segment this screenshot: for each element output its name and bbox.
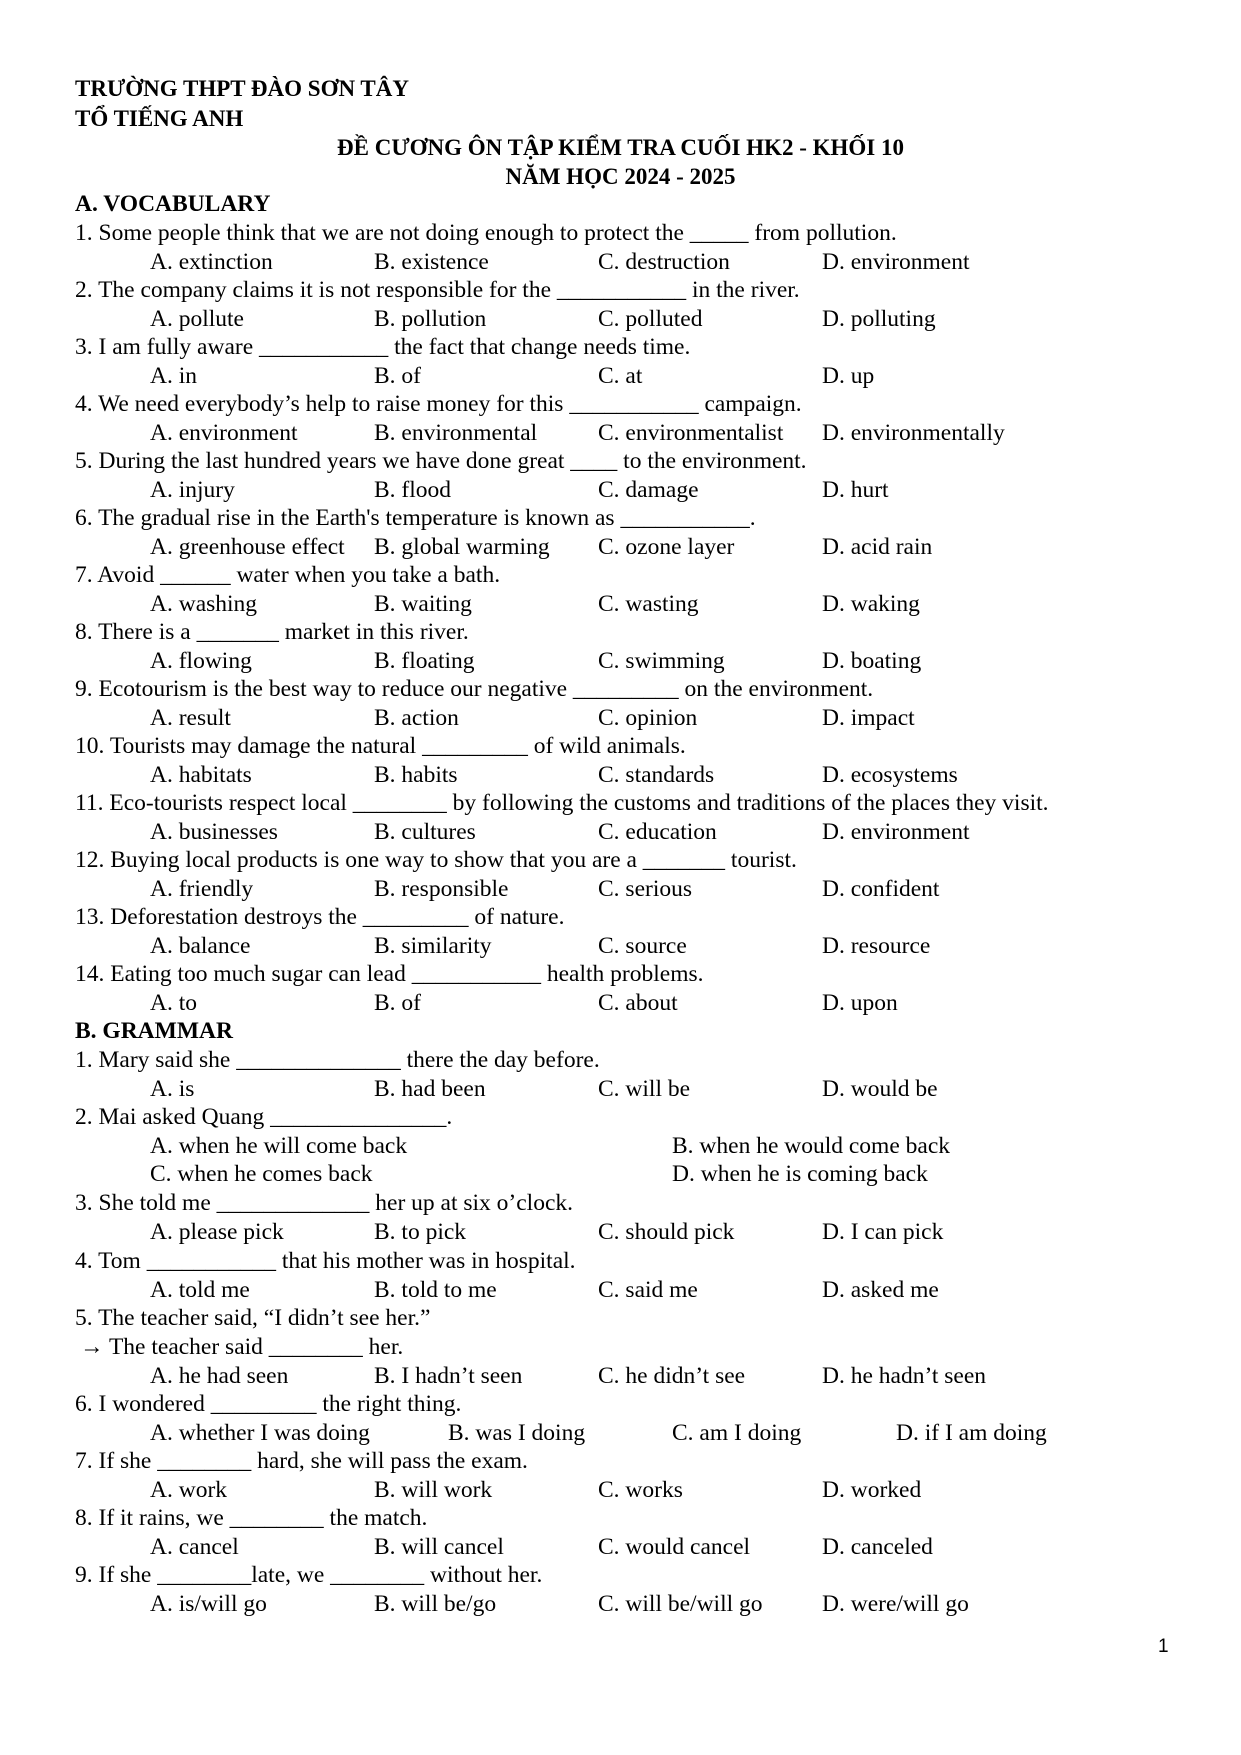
option-b: B. will cancel <box>374 1534 504 1560</box>
question-text: 7. Avoid ______ water when you take a bath. <box>75 562 501 588</box>
option-a: A. businesses <box>150 819 278 845</box>
question-text: 14. Eating too much sugar can lead ___________ health problems. <box>75 961 704 987</box>
option-a: A. balance <box>150 933 251 959</box>
option-b: B. I hadn’t seen <box>374 1363 523 1389</box>
option-b: B. will be/go <box>374 1591 497 1617</box>
option-b: B. waiting <box>374 591 472 617</box>
option-b: B. existence <box>374 249 489 275</box>
option-d: D. upon <box>822 990 898 1016</box>
option-c: C. will be <box>598 1076 691 1102</box>
option-c: C. about <box>598 990 678 1016</box>
question-text: 8. There is a _______ market in this river. <box>75 619 469 645</box>
option-a: A. habitats <box>150 762 252 788</box>
question-text: 10. Tourists may damage the natural _________ of wild animals. <box>75 733 686 759</box>
option-c: C. would cancel <box>598 1534 751 1560</box>
question-text: 3. I am fully aware ___________ the fact that change needs time. <box>75 334 691 360</box>
option-c: C. should pick <box>598 1219 735 1245</box>
question-text: 2. The company claims it is not responsible for the ___________ in the river. <box>75 277 800 303</box>
section-heading-vocabulary: A. VOCABULARY <box>75 191 271 217</box>
option-d: D. hurt <box>822 477 889 503</box>
option-d: D. ecosystems <box>822 762 958 788</box>
option-a: A. please pick <box>150 1219 284 1245</box>
option-d: D. environment <box>822 819 970 845</box>
question-text: 9. If she ________late, we ________ without her. <box>75 1562 543 1588</box>
option-a: A. friendly <box>150 876 254 902</box>
option-c: C. ozone layer <box>598 534 735 560</box>
option-b: B. global warming <box>374 534 550 560</box>
option-c: C. polluted <box>598 306 703 332</box>
option-c: C. swimming <box>598 648 725 674</box>
option-c: C. damage <box>598 477 699 503</box>
option-d: D. were/will go <box>822 1591 969 1617</box>
option-d: D. would be <box>822 1076 938 1102</box>
question-text: 13. Deforestation destroys the _________ of nature. <box>75 904 565 930</box>
option-c: C. wasting <box>598 591 699 617</box>
question-rewrite-line: → The teacher said ________ her. <box>80 1334 404 1360</box>
question-text: 6. I wondered _________ the right thing. <box>75 1391 462 1417</box>
option-c: C. destruction <box>598 249 730 275</box>
option-a: A. environment <box>150 420 298 446</box>
question-text: 12. Buying local products is one way to show that you are a _______ tourist. <box>75 847 797 873</box>
option-d: D. when he is coming back <box>672 1161 928 1187</box>
option-c: C. said me <box>598 1277 698 1303</box>
option-b: B. environmental <box>374 420 538 446</box>
option-a: A. greenhouse effect <box>150 534 345 560</box>
option-a: A. cancel <box>150 1534 239 1560</box>
option-a: A. result <box>150 705 231 731</box>
option-d: D. resource <box>822 933 931 959</box>
option-a: A. extinction <box>150 249 273 275</box>
question-text: 5. The teacher said, “I didn’t see her.” <box>75 1305 431 1331</box>
option-b: B. cultures <box>374 819 476 845</box>
option-a: A. work <box>150 1477 228 1503</box>
school-name: TRƯỜNG THPT ĐÀO SƠN TÂY <box>75 76 409 101</box>
option-d: D. up <box>822 363 875 389</box>
option-b: B. was I doing <box>448 1420 586 1446</box>
option-b: B. pollution <box>374 306 487 332</box>
document-title: ĐỀ CƯƠNG ÔN TẬP KIỂM TRA CUỐI HK2 - KHỐI 10 <box>337 135 904 160</box>
option-a: A. is/will go <box>150 1591 267 1617</box>
option-b: B. had been <box>374 1076 486 1102</box>
option-c: C. works <box>598 1477 683 1503</box>
question-text: 5. During the last hundred years we have done great ____ to the environment. <box>75 448 807 474</box>
option-a: A. injury <box>150 477 235 503</box>
option-d: D. canceled <box>822 1534 933 1560</box>
option-d: D. environment <box>822 249 970 275</box>
option-d: D. environmentally <box>822 420 1005 446</box>
option-c: C. serious <box>598 876 692 902</box>
page-number: 1 <box>1158 1636 1169 1657</box>
option-b: B. told to me <box>374 1277 497 1303</box>
question-text: 11. Eco-tourists respect local ________ by following the customs and traditions of the places they visit. <box>75 790 1049 816</box>
option-d: D. acid rain <box>822 534 933 560</box>
question-text: 9. Ecotourism is the best way to reduce our negative _________ on the environment. <box>75 676 874 702</box>
option-b: B. of <box>374 990 421 1016</box>
option-d: D. worked <box>822 1477 922 1503</box>
option-d: D. he hadn’t seen <box>822 1363 987 1389</box>
question-text: 6. The gradual rise in the Earth's temperature is known as ___________. <box>75 505 756 531</box>
option-c: C. standards <box>598 762 715 788</box>
option-b: B. action <box>374 705 459 731</box>
section-heading-grammar: B. GRAMMAR <box>75 1018 233 1044</box>
option-c: C. at <box>598 363 643 389</box>
option-a: A. he had seen <box>150 1363 289 1389</box>
question-text: 2. Mai asked Quang _______________. <box>75 1104 453 1130</box>
question-text: 8. If it rains, we ________ the match. <box>75 1505 428 1531</box>
option-d: D. polluting <box>822 306 936 332</box>
option-c: C. when he comes back <box>150 1161 373 1187</box>
option-b: B. will work <box>374 1477 493 1503</box>
option-a: A. whether I was doing <box>150 1420 370 1446</box>
option-d: D. impact <box>822 705 915 731</box>
question-text: 7. If she ________ hard, she will pass the exam. <box>75 1448 528 1474</box>
option-c: C. will be/will go <box>598 1591 763 1617</box>
option-c: C. he didn’t see <box>598 1363 746 1389</box>
department-name: TỔ TIẾNG ANH <box>75 106 244 131</box>
option-d: D. asked me <box>822 1277 939 1303</box>
option-b: B. to pick <box>374 1219 467 1245</box>
question-text: 4. Tom ___________ that his mother was in hospital. <box>75 1248 576 1274</box>
option-a: A. is <box>150 1076 195 1102</box>
option-a: A. washing <box>150 591 258 617</box>
option-b: B. responsible <box>374 876 509 902</box>
option-a: A. flowing <box>150 648 252 674</box>
school-year: NĂM HỌC 2024 - 2025 <box>505 164 736 189</box>
option-b: B. floating <box>374 648 475 674</box>
option-d: D. if I am doing <box>896 1420 1047 1446</box>
option-b: B. habits <box>374 762 458 788</box>
option-d: D. boating <box>822 648 922 674</box>
option-a: A. in <box>150 363 197 389</box>
option-d: D. I can pick <box>822 1219 944 1245</box>
question-text: 1. Some people think that we are not doing enough to protect the _____ from pollution. <box>75 220 897 246</box>
question-text: 1. Mary said she ______________ there the day before. <box>75 1047 600 1073</box>
option-b: B. flood <box>374 477 452 503</box>
option-d: D. confident <box>822 876 940 902</box>
option-a: A. pollute <box>150 306 244 332</box>
option-c: C. environmentalist <box>598 420 784 446</box>
option-a: A. to <box>150 990 197 1016</box>
option-c: C. source <box>598 933 687 959</box>
question-text: 4. We need everybody’s help to raise money for this ___________ campaign. <box>75 391 802 417</box>
option-c: C. am I doing <box>672 1420 802 1446</box>
option-a: A. when he will come back <box>150 1133 408 1159</box>
option-b: B. of <box>374 363 421 389</box>
option-c: C. education <box>598 819 717 845</box>
question-text: 3. She told me _____________ her up at six o’clock. <box>75 1190 573 1216</box>
option-b: B. when he would come back <box>672 1133 951 1159</box>
option-d: D. waking <box>822 591 920 617</box>
option-c: C. opinion <box>598 705 698 731</box>
option-b: B. similarity <box>374 933 492 959</box>
option-a: A. told me <box>150 1277 250 1303</box>
